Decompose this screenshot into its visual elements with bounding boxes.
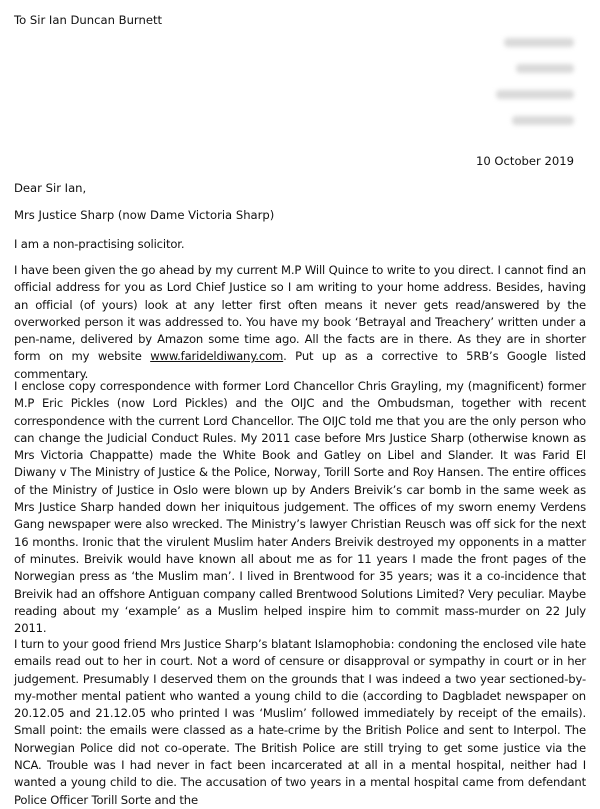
paragraph-2 xyxy=(14,262,586,383)
letter-date: 10 October 2019 xyxy=(475,154,574,168)
redacted-address-line xyxy=(504,38,574,47)
paragraph-4: I turn to your good friend Mrs Justice Sharp’s blatant Islamophobia: condoning the enclosed vile hate emails read out to her in court. Not a word of censure or disapproval or sympathy in court or in her judgement. Presumably I deserved them on the grounds that I was indeed a two year sectioned-by-my-mother mental patient who wanted a young child to die (according to Dagbladet newspaper on 20.12.05 and 21.12.05 who printed I was ‘Muslim’ followed immediately by receipt of the emails). Small point: the emails were classed as a hate-crime by the British Police and sent to Interpol. The Norwegian Police did not co-operate. The British Police are still trying to get some justice via the NCA. Trouble was I had never in fact been incarcerated at all in a mental hospital, neither had I wanted a young child to die. The accusation of two years in a mental hospital came from defendant Police Officer Torill Sorte and the xyxy=(14,637,586,807)
redacted-address-block xyxy=(479,38,574,142)
redacted-address-line xyxy=(516,64,574,73)
subject-line: Mrs Justice Sharp (now Dame Victoria Sharp) xyxy=(14,208,275,222)
redacted-address-line xyxy=(512,116,574,125)
paragraph-3: I enclose copy correspondence with former Lord Chancellor Chris Grayling, my (magnificent) former M.P Eric Pickles (now Lord Pickles) and the OIJC and the Ombudsman, together with recent correspondence with the current Lord Chancellor. The OIJC told me that you are the only person who can change the Judicial Conduct Rules. My 2011 case before Mrs Justice Sharp (otherwise known as Mrs Victoria Chappatte) made the White Book and Gatley on Libel and Slander. It was Farid El Diwany v The Ministry of Justice & the Police, Norway, Torill Sorte and Roy Hansen. The entire offices of the Ministry of Justice in Oslo were blown up by Anders Breivik’s car bomb in the same week as Mrs Justice Sharp handed down her iniquitous judgement. The offices of my sworn enemy Verdens Gang newspaper were also wrecked. The Ministry’s lawyer Christian Reusch was off sick for the next 16 months. Ironic that the virulent Muslim hater Anders Breivik destroyed my opponents in a matter of minutes. Breivik would have known all about me as for 11 years I made the front pages of the Norwegian press as ‘the Muslim man’. I lived in Brentwood for 35 years; was it a co-incidence that Breivik had an offshore Antiguan company called Brentwood Solutions Limited? Very peculiar. Maybe reading about my ‘example’ as a Muslim helped inspire him to commit mass-murder on 22 July 2011. xyxy=(14,379,586,636)
paragraph-2-text-end: . Put up as a corrective to 5RB’s Google listed commentary. xyxy=(14,349,587,381)
paragraph-2-text-start: I have been given the go ahead by my current M.P Will Quince to write to you direct. I cannot find an official address for you as Lord Chief Justice so I am writing to your home address. Besides, having an official (of yours) look at any letter first often means it never gets read/answered by the overworked person it was addressed to. You have my book ‘Betrayal and Treachery’ written under a pen-name, delivered by Amazon some time ago. All the facts are in there. As they are in shorter form on my website xyxy=(14,263,586,364)
website-link[interactable]: www.farideldiwany.com xyxy=(150,349,284,364)
redacted-address-line xyxy=(496,90,574,99)
recipient-line: To Sir Ian Duncan Burnett xyxy=(14,13,163,27)
paragraph-1: I am a non-practising solicitor. xyxy=(14,237,185,251)
salutation: Dear Sir Ian, xyxy=(14,181,87,195)
